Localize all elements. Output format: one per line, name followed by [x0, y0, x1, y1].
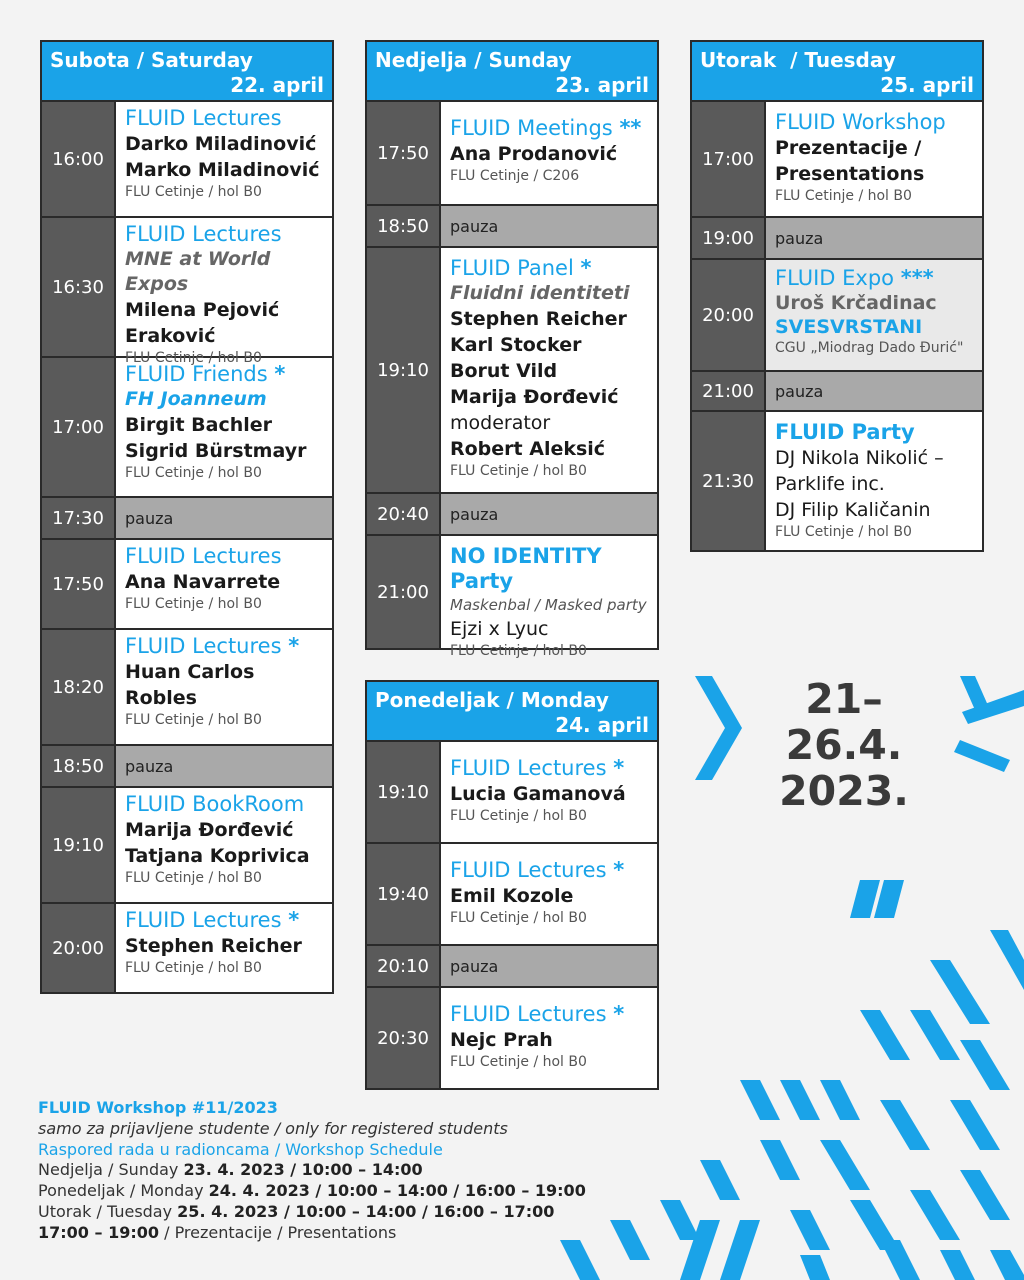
speaker-name: Eraković	[125, 325, 216, 347]
day-title: Nedjelja / Sunday	[375, 48, 572, 72]
speaker-name: Tatjana Koprivica	[125, 845, 310, 867]
workshop-title: FLUID Workshop #11/2023	[38, 1098, 278, 1117]
time-cell: 21:30	[692, 412, 766, 550]
workshop-line	[38, 1181, 586, 1202]
performer-name: Ejzi x Lyuc	[450, 618, 549, 640]
workshop-line-label: Ponedeljak / Monday	[38, 1181, 209, 1201]
monday-column	[365, 680, 659, 1090]
speaker-name: Emil Kozole	[450, 885, 574, 907]
sunday-column	[365, 40, 659, 659]
schedule-row	[692, 260, 982, 372]
workshop-line-label: Utorak / Tuesday	[38, 1201, 178, 1221]
schedule-row	[42, 358, 332, 498]
event-location: FLU Cetinje / hol B0	[775, 524, 912, 540]
event-subtitle: FH Joanneum	[125, 388, 267, 410]
speaker-name: Ana Prodanović	[450, 143, 618, 165]
pause-label: pauza	[116, 498, 332, 538]
schedule-row	[367, 844, 657, 946]
speaker-name: Stephen Reicher	[450, 308, 627, 330]
time-cell: 17:00	[692, 102, 766, 216]
star-marker: *	[613, 858, 625, 882]
time-cell: 20:00	[42, 904, 116, 992]
day-date: 25. april	[880, 73, 974, 97]
day-date: 22. april	[230, 73, 324, 97]
saturday-header	[42, 42, 332, 102]
sunday-header	[367, 42, 657, 102]
tuesday-header	[692, 42, 982, 102]
time-cell: 18:50	[367, 206, 441, 246]
event-location: FLU Cetinje / hol B0	[125, 596, 262, 612]
speaker-name: Marija Đorđević	[125, 819, 294, 841]
event-category: FLUID Lectures	[450, 1002, 607, 1026]
star-marker: ***	[900, 266, 934, 290]
schedule-row	[42, 102, 332, 218]
event-location: FLU Cetinje / hol B0	[775, 188, 912, 204]
event-category: FLUID Lectures	[125, 634, 282, 658]
workshop-line-suffix: / Prezentacije / Presentations	[159, 1222, 397, 1242]
dj-name: DJ Filip Kaličanin	[775, 499, 931, 521]
event-category: FLUID Lectures	[125, 222, 282, 246]
workshop-info	[38, 1098, 586, 1244]
event-category: FLUID Panel	[450, 256, 574, 280]
festival-dates-line2: 2023.	[779, 767, 909, 815]
event-category: NO IDENTITY Party	[450, 544, 602, 593]
event-location: FLU Cetinje / hol B0	[125, 184, 262, 200]
pause-label: pauza	[441, 494, 657, 534]
pause-row	[367, 946, 657, 988]
speaker-name: Stephen Reicher	[125, 935, 302, 957]
time-cell: 18:50	[42, 746, 116, 786]
moderator-label: moderator	[450, 412, 551, 434]
event-location: FLU Cetinje / hol B0	[125, 712, 262, 728]
speaker-name: Marko Miladinović	[125, 159, 320, 181]
schedule-row	[42, 540, 332, 630]
day-date: 24. april	[555, 713, 649, 737]
speaker-name: Milena Pejović	[125, 299, 280, 321]
speaker-name: Nejc Prah	[450, 1029, 553, 1051]
pause-row	[367, 494, 657, 536]
speaker-name: Darko Miladinović	[125, 133, 317, 155]
workshop-line	[38, 1202, 586, 1223]
time-cell: 20:00	[692, 260, 766, 370]
workshop-line-value: 23. 4. 2023 / 10:00 – 14:00	[183, 1160, 423, 1180]
day-title: Ponedeljak / Monday	[375, 688, 609, 712]
event-subtitle: Fluidni identiteti	[450, 282, 630, 304]
speaker-name: Borut Vild	[450, 360, 558, 382]
schedule-row	[367, 988, 657, 1088]
time-cell: 17:50	[367, 102, 441, 204]
event-location: FLU Cetinje / hol B0	[125, 960, 262, 976]
time-cell: 18:20	[42, 630, 116, 744]
schedule-row	[42, 788, 332, 904]
event-note: Maskenbal / Masked party	[450, 596, 647, 614]
saturday-column	[40, 40, 334, 994]
event-category: FLUID Lectures	[125, 544, 282, 568]
workshop-line-value: 25. 4. 2023 / 10:00 – 14:00 / 16:00 – 17:00	[177, 1201, 555, 1221]
time-cell: 19:10	[367, 248, 441, 492]
event-category: FLUID Expo	[775, 266, 895, 290]
speaker-name: Karl Stocker	[450, 334, 582, 356]
pause-label: pauza	[766, 218, 982, 258]
speaker-name: Ana Navarrete	[125, 571, 281, 593]
exhibition-title: SVESVRSTANI	[775, 316, 923, 338]
time-cell: 20:30	[367, 988, 441, 1088]
time-cell: 19:00	[692, 218, 766, 258]
artist-name: Uroš Krčadinac	[775, 292, 937, 314]
day-title: Utorak / Tuesday	[700, 48, 896, 72]
schedule-row	[42, 630, 332, 746]
event-category: FLUID Workshop	[775, 110, 946, 134]
day-date: 23. april	[555, 73, 649, 97]
pause-label: pauza	[441, 206, 657, 246]
event-category: FLUID Meetings	[450, 116, 613, 140]
time-cell: 17:50	[42, 540, 116, 628]
event-location: FLU Cetinje / hol B0	[450, 1054, 587, 1070]
dj-name: DJ Nikola Nikolić –	[775, 447, 944, 469]
event-subtitle: MNE at World Expos	[125, 248, 271, 295]
time-cell: 21:00	[692, 372, 766, 410]
workshop-line-value: 17:00 – 19:00	[38, 1222, 159, 1242]
tuesday-column	[690, 40, 984, 552]
time-cell: 20:40	[367, 494, 441, 534]
event-category: FLUID Friends	[125, 362, 268, 386]
pause-row	[42, 746, 332, 788]
time-cell: 19:10	[367, 742, 441, 842]
time-cell: 16:30	[42, 218, 116, 356]
speaker-name: Lucia Gamanová	[450, 783, 626, 805]
pause-row	[692, 372, 982, 412]
event-title: Presentations	[775, 163, 925, 185]
day-title: Subota / Saturday	[50, 48, 253, 72]
event-title: Prezentacije /	[775, 137, 922, 159]
workshop-line	[38, 1223, 586, 1244]
event-category: FLUID Lectures	[450, 756, 607, 780]
star-marker: *	[274, 362, 286, 386]
event-location: CGU „Miodrag Dado Đurić"	[775, 340, 964, 356]
star-marker: *	[580, 256, 592, 280]
monday-header	[367, 682, 657, 742]
star-marker: *	[613, 756, 625, 780]
event-location: FLU Cetinje / hol B0	[125, 465, 262, 481]
star-marker: **	[619, 116, 642, 140]
event-location: FLU Cetinje / hol B0	[125, 350, 262, 366]
event-location: FLU Cetinje / C206	[450, 168, 580, 184]
workshop-line-label: Nedjelja / Sunday	[38, 1160, 184, 1180]
event-category: FLUID Lectures	[125, 908, 282, 932]
schedule-row	[367, 102, 657, 206]
festival-dates	[752, 676, 936, 814]
workshop-line-value: 24. 4. 2023 / 10:00 – 14:00 / 16:00 – 19:00	[208, 1181, 586, 1201]
schedule-row	[367, 248, 657, 494]
workshop-schedule-title: Raspored rada u radioncama / Workshop Schedule	[38, 1139, 443, 1159]
moderator-name: Robert Aleksić	[450, 438, 606, 460]
schedule-row	[692, 412, 982, 550]
workshop-note: samo za prijavljene studente / only for registered students	[38, 1118, 508, 1138]
time-cell: 21:00	[367, 536, 441, 648]
speaker-name: Birgit Bachler	[125, 414, 273, 436]
dj-name: Parklife inc.	[775, 473, 885, 495]
time-cell: 19:40	[367, 844, 441, 944]
workshop-line	[38, 1160, 586, 1181]
time-cell: 19:10	[42, 788, 116, 902]
pause-row	[367, 206, 657, 248]
event-category: FLUID BookRoom	[125, 792, 305, 816]
time-cell: 17:00	[42, 358, 116, 496]
event-category: FLUID Lectures	[450, 858, 607, 882]
event-location: FLU Cetinje / hol B0	[450, 910, 587, 926]
event-location: FLU Cetinje / hol B0	[450, 463, 587, 479]
pause-row	[42, 498, 332, 540]
speaker-name: Sigrid Bürstmayr	[125, 440, 307, 462]
festival-dates-line1: 21–26.4.	[785, 675, 903, 769]
schedule-row	[42, 218, 332, 366]
time-cell: 16:00	[42, 102, 116, 216]
schedule-row	[42, 904, 332, 992]
star-marker: *	[288, 908, 300, 932]
time-cell: 17:30	[42, 498, 116, 538]
pause-label: pauza	[441, 946, 657, 986]
speaker-name: Robles	[125, 687, 197, 709]
star-marker: *	[288, 634, 300, 658]
schedule-row	[367, 742, 657, 844]
pause-label: pauza	[116, 746, 332, 786]
pause-row	[692, 218, 982, 260]
speaker-name: Marija Đorđević	[450, 386, 619, 408]
schedule-row	[367, 536, 657, 659]
speaker-name: Huan Carlos	[125, 661, 255, 683]
event-location: FLU Cetinje / hol B0	[450, 808, 587, 824]
schedule-row	[692, 102, 982, 218]
event-category: FLUID Party	[775, 420, 915, 444]
event-location: FLU Cetinje / hol B0	[450, 643, 587, 659]
pause-label: pauza	[766, 372, 982, 410]
event-category: FLUID Lectures	[125, 106, 282, 130]
time-cell: 20:10	[367, 946, 441, 986]
event-location: FLU Cetinje / hol B0	[125, 870, 262, 886]
star-marker: *	[613, 1002, 625, 1026]
